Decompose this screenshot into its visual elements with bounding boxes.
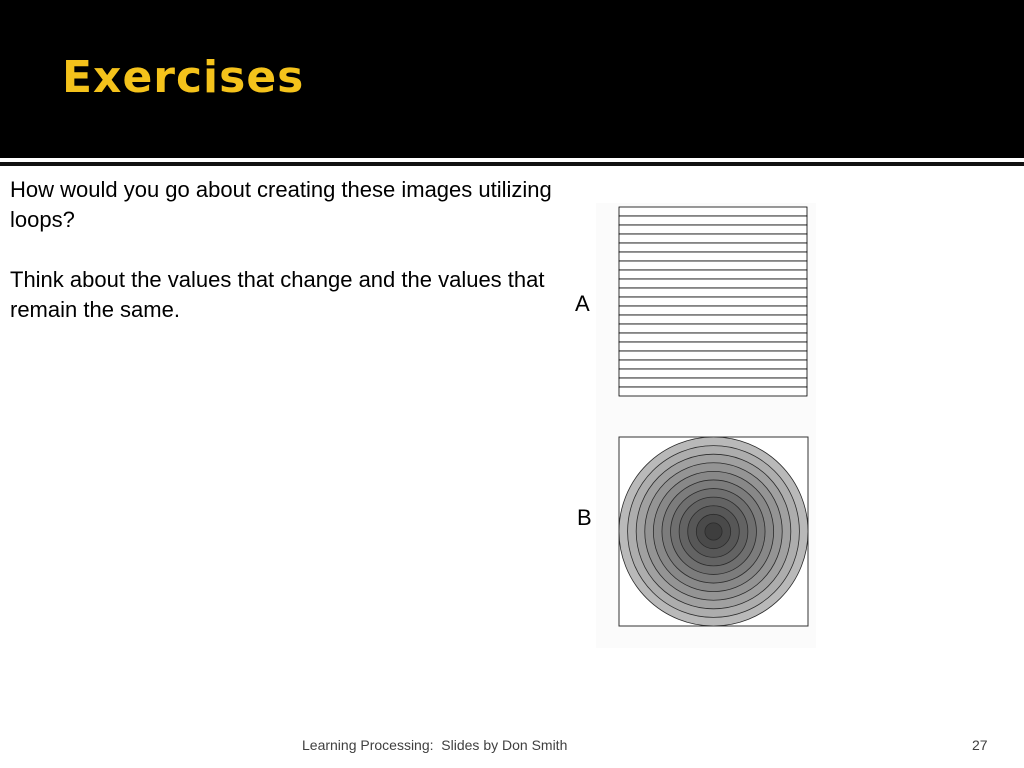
question-paragraph: How would you go about creating these images utilizing loops? [10,177,552,232]
footer-credit: Learning Processing: Slides by Don Smith [302,737,568,753]
figure-a-stripe [619,252,807,261]
figure-a-stripe [619,288,807,297]
figure-a-stripe [619,207,807,216]
figure-a-stripe [619,279,807,288]
figure-a-stripe [619,216,807,225]
hint-paragraph: Think about the values that change and the values that remain the same. [10,267,545,322]
figure-b-label: B [577,505,592,530]
figure-a-stripe [619,342,807,351]
figure-a-stripes [619,207,807,396]
figure-a-stripe [619,261,807,270]
figure-b-ring [705,523,722,540]
figure-a-label: A [575,291,590,316]
figure-a-stripe [619,387,807,396]
figure-a-stripe [619,306,807,315]
figure-a-stripe [619,360,807,369]
figure-a-stripe [619,378,807,387]
slide-title: Exercises [62,52,305,103]
figure-a-stripe [619,351,807,360]
page-number: 27 [972,737,988,753]
figure-a-stripe [619,270,807,279]
figure-a-stripe [619,225,807,234]
figure-a-stripe [619,315,807,324]
figure-a-stripe [619,333,807,342]
figure-a-stripe [619,243,807,252]
figure-a-stripe [619,297,807,306]
figure-a-stripe [619,324,807,333]
figure-a-stripe [619,234,807,243]
figure-a-stripe [619,369,807,378]
figure-b-concentric-circles [619,437,808,626]
